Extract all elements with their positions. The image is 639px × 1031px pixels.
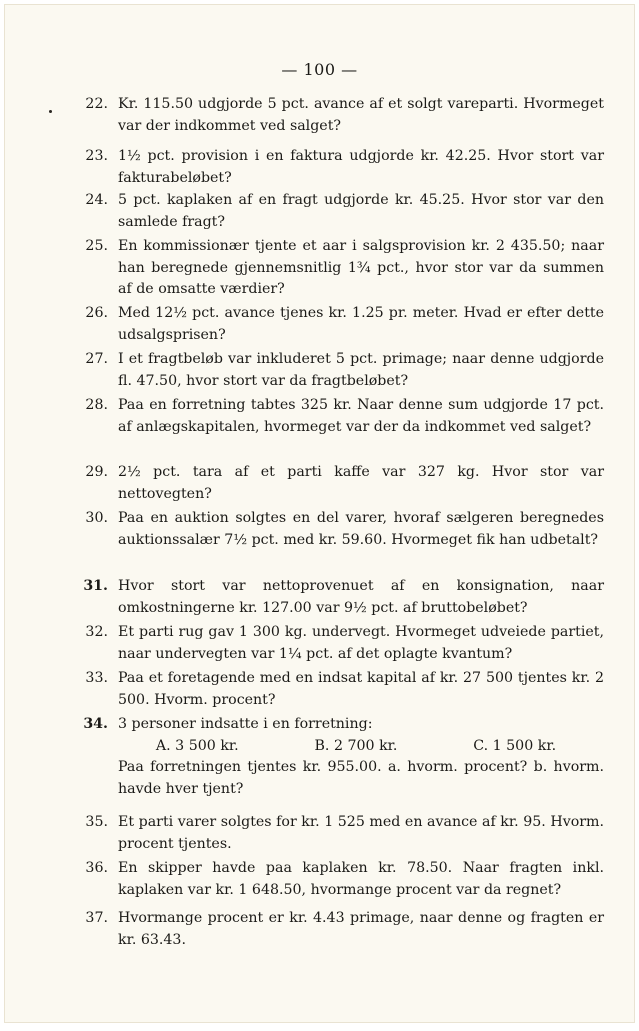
problem-number: 31. bbox=[83, 578, 108, 594]
problem-number: 23. bbox=[85, 148, 108, 164]
problem-31 bbox=[74, 576, 604, 619]
problem-36 bbox=[74, 858, 604, 901]
problem-28 bbox=[74, 395, 604, 438]
problem-text: En skipper havde paa kaplaken kr. 78.50. Naar fragten inkl. kaplaken var kr. 1 648.50, hvormange procent var da regnet? bbox=[118, 860, 604, 898]
problem-22 bbox=[74, 94, 604, 137]
problem-text: 2½ pct. tara af et parti kaffe var 327 kg. Hvor stor var nettovegten? bbox=[118, 464, 604, 502]
problem-26 bbox=[74, 303, 604, 346]
problem-number: 28. bbox=[85, 397, 108, 413]
partner-a: A. 3 500 kr. bbox=[155, 737, 239, 754]
problem-number: 36. bbox=[85, 860, 108, 876]
problem-24 bbox=[74, 190, 604, 233]
problem-32 bbox=[74, 622, 604, 665]
problem-number: 27. bbox=[85, 351, 108, 367]
problem-30 bbox=[74, 508, 604, 551]
problem-33 bbox=[74, 668, 604, 711]
problem-text: Et parti rug gav 1 300 kg. undervegt. Hvormeget udveiede partiet, naar undervegten var 1¼ pct. af det oplagte kvantum? bbox=[118, 624, 604, 662]
partner-list bbox=[118, 736, 604, 758]
margin-dot bbox=[49, 110, 52, 113]
problem-number: 37. bbox=[85, 910, 108, 926]
problem-text: I et fragtbeløb var inkluderet 5 pct. primage; naar denne udgjorde fl. 47.50, hvor stort var da fragtbeløbet? bbox=[118, 351, 604, 389]
problem-text: Hvor stort var nettoprovenuet af en konsignation, naar omkostningerne kr. 127.00 var 9½ pct. af bruttobeløbet? bbox=[118, 578, 604, 616]
problem-text: Paa en forretning tabtes 325 kr. Naar denne sum udgjorde 17 pct. af anlægskapitalen, hvormeget var der da indkommet ved salget? bbox=[118, 397, 604, 435]
problem-number: 32. bbox=[85, 624, 108, 640]
problem-text: Paa en auktion solgtes en del varer, hvoraf sælgeren beregnedes auktionssalær 7½ pct. med kr. 59.60. Hvormeget fik han udbetalt? bbox=[118, 510, 604, 548]
problem-text: Med 12½ pct. avance tjenes kr. 1.25 pr. meter. Hvad er efter dette udsalgsprisen? bbox=[118, 305, 604, 343]
problem-number: 22. bbox=[85, 96, 108, 112]
problem-number: 34. bbox=[83, 716, 108, 732]
problem-text: 1½ pct. provision i en faktura udgjorde kr. 42.25. Hvor stort var fakturabeløbet? bbox=[118, 148, 604, 186]
problem-text: Et parti varer solgtes for kr. 1 525 med en avance af kr. 95. Hvorm. procent tjentes. bbox=[118, 814, 604, 852]
problem-text: 5 pct. kaplaken af en fragt udgjorde kr. 45.25. Hvor stor var den samlede fragt? bbox=[118, 192, 604, 230]
problem-number: 30. bbox=[85, 510, 108, 526]
problem-text: 3 personer indsatte i en forretning: bbox=[118, 716, 373, 732]
problem-text-continued: Paa forretningen tjentes kr. 955.00. a. hvorm. procent? b. hvorm. havde hver tjent? bbox=[118, 759, 604, 797]
partner-c: C. 1 500 kr. bbox=[473, 737, 557, 754]
book-page bbox=[4, 4, 635, 1023]
problem-text: Kr. 115.50 udgjorde 5 pct. avance af et solgt vareparti. Hvormeget var der indkommet ved salget? bbox=[118, 96, 604, 134]
problem-37 bbox=[74, 908, 604, 951]
problem-number: 24. bbox=[85, 192, 108, 208]
problem-number: 26. bbox=[85, 305, 108, 321]
problem-27 bbox=[74, 349, 604, 392]
problem-34 bbox=[74, 714, 604, 800]
problem-29 bbox=[74, 462, 604, 505]
page-number: — 100 — bbox=[281, 60, 358, 79]
problem-35 bbox=[74, 812, 604, 855]
problem-number: 29. bbox=[85, 464, 108, 480]
problem-text: En kommissionær tjente et aar i salgsprovision kr. 2 435.50; naar han beregnede gjennemsnitlig 1¾ pct., hvor stor var da summen af de omsatte værdier? bbox=[118, 238, 604, 297]
problem-number: 35. bbox=[85, 814, 108, 830]
problem-number: 25. bbox=[85, 238, 108, 254]
problem-number: 33. bbox=[85, 670, 108, 686]
problem-text: Paa et foretagende med en indsat kapital af kr. 27 500 tjentes kr. 2 500. Hvorm. procent? bbox=[118, 670, 604, 708]
problem-text: Hvormange procent er kr. 4.43 primage, naar denne og fragten er kr. 63.43. bbox=[118, 910, 604, 948]
partner-b: B. 2 700 kr. bbox=[314, 737, 398, 754]
problem-23 bbox=[74, 146, 604, 189]
problem-25 bbox=[74, 236, 604, 301]
